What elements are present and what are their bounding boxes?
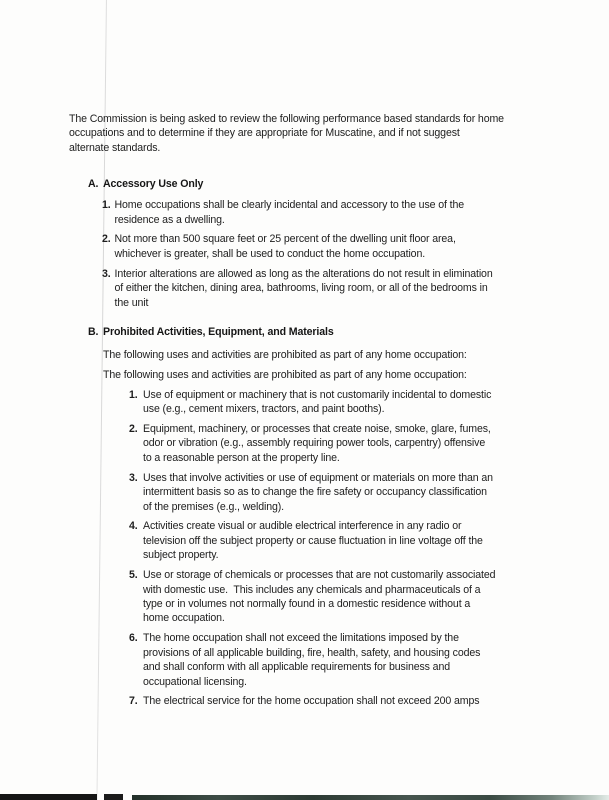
item-text: Use or storage of chemicals or processes that are not customarily associated with domestic use. This includes any chemicals and pharmaceuticals of a type or in volumes not normally found in a domestic residence without a home occupation. bbox=[143, 569, 496, 625]
scan-bottom-edge-artifact bbox=[0, 794, 97, 800]
item-number: 2. bbox=[102, 233, 111, 246]
list-item-a2 bbox=[102, 232, 609, 261]
section-b-label: B. bbox=[88, 325, 99, 338]
item-number: 1. bbox=[129, 388, 138, 401]
section-b-heading bbox=[88, 325, 609, 339]
section-a-label: A. bbox=[88, 178, 99, 191]
item-text: Not more than 500 square feet or 25 percent of the dwelling unit floor area, whichever is greater, shall be used to conduct the home occupation. bbox=[114, 233, 456, 260]
item-text: Interior alterations are allowed as long as the alterations do not result in elimination of either the kitchen, dining area, bathrooms, living room, or all of the bedrooms in the unit bbox=[114, 267, 493, 309]
document-content bbox=[0, 112, 609, 714]
item-number: 1. bbox=[102, 199, 111, 212]
list-item-b7 bbox=[129, 694, 609, 708]
list-item-a3 bbox=[102, 267, 609, 310]
section-a-title: Accessory Use Only bbox=[103, 178, 204, 191]
item-number: 6. bbox=[129, 632, 138, 645]
section-a-heading bbox=[88, 177, 609, 191]
item-text: The electrical service for the home occupation shall not exceed 200 amps bbox=[143, 695, 480, 708]
list-item-b4 bbox=[129, 519, 609, 562]
list-item-b3 bbox=[129, 471, 609, 514]
list-item-b6 bbox=[129, 631, 609, 689]
item-number: 3. bbox=[129, 471, 138, 484]
list-item-b1 bbox=[129, 388, 609, 417]
item-text: Home occupations shall be clearly incidental and accessory to the use of the residence as a dwelling. bbox=[114, 199, 465, 226]
section-b-lead-paragraph-2: The following uses and activities are prohibited as part of any home occupation: bbox=[103, 368, 467, 381]
item-number: 7. bbox=[129, 695, 138, 708]
scan-bottom-edge-artifact bbox=[104, 794, 123, 800]
item-text: Activities create visual or audible electrical interference in any radio or television off the subject property or cause fluctuation in line voltage off the subject property. bbox=[143, 520, 483, 562]
scan-bottom-edge-artifact bbox=[132, 795, 609, 800]
item-text: The home occupation shall not exceed the limitations imposed by the provisions of all applicable building, fire, health, safety, and housing codes and shall conform with all applicable requirements for business and occupational licensing. bbox=[143, 632, 481, 688]
item-text: Uses that involve activities or use of equipment or materials on more than an intermittent basis so as to change the fire safety or occupancy classification of the premises (e.g., welding). bbox=[143, 471, 493, 513]
item-number: 2. bbox=[129, 423, 138, 435]
item-number: 5. bbox=[129, 569, 138, 582]
item-text: Equipment, machinery, or processes that create noise, smoke, glare, fumes, odor or vibration (e.g., assembly requiring power tools, carpentry) offensive to a reasonable person at the property line. bbox=[143, 423, 491, 464]
section-b-title: Prohibited Activities, Equipment, and Materials bbox=[103, 325, 334, 338]
item-number: 4. bbox=[129, 520, 138, 533]
section-b-lead-paragraph-1: The following uses and activities are prohibited as part of any home occupation: bbox=[103, 348, 467, 361]
item-text: Use of equipment or machinery that is not customarily incidental to domestic use (e.g., cement mixers, tractors, and paint booths). bbox=[143, 388, 492, 416]
item-number: 3. bbox=[102, 267, 111, 280]
list-item-b2 bbox=[129, 422, 609, 465]
intro-paragraph: The Commission is being asked to review the following performance based standards for home occupations and to determine if they are appropriate for Muscatine, and if not suggest alternate standards. bbox=[69, 113, 504, 154]
list-item-b5 bbox=[129, 568, 609, 626]
list-item-a1 bbox=[102, 198, 609, 227]
